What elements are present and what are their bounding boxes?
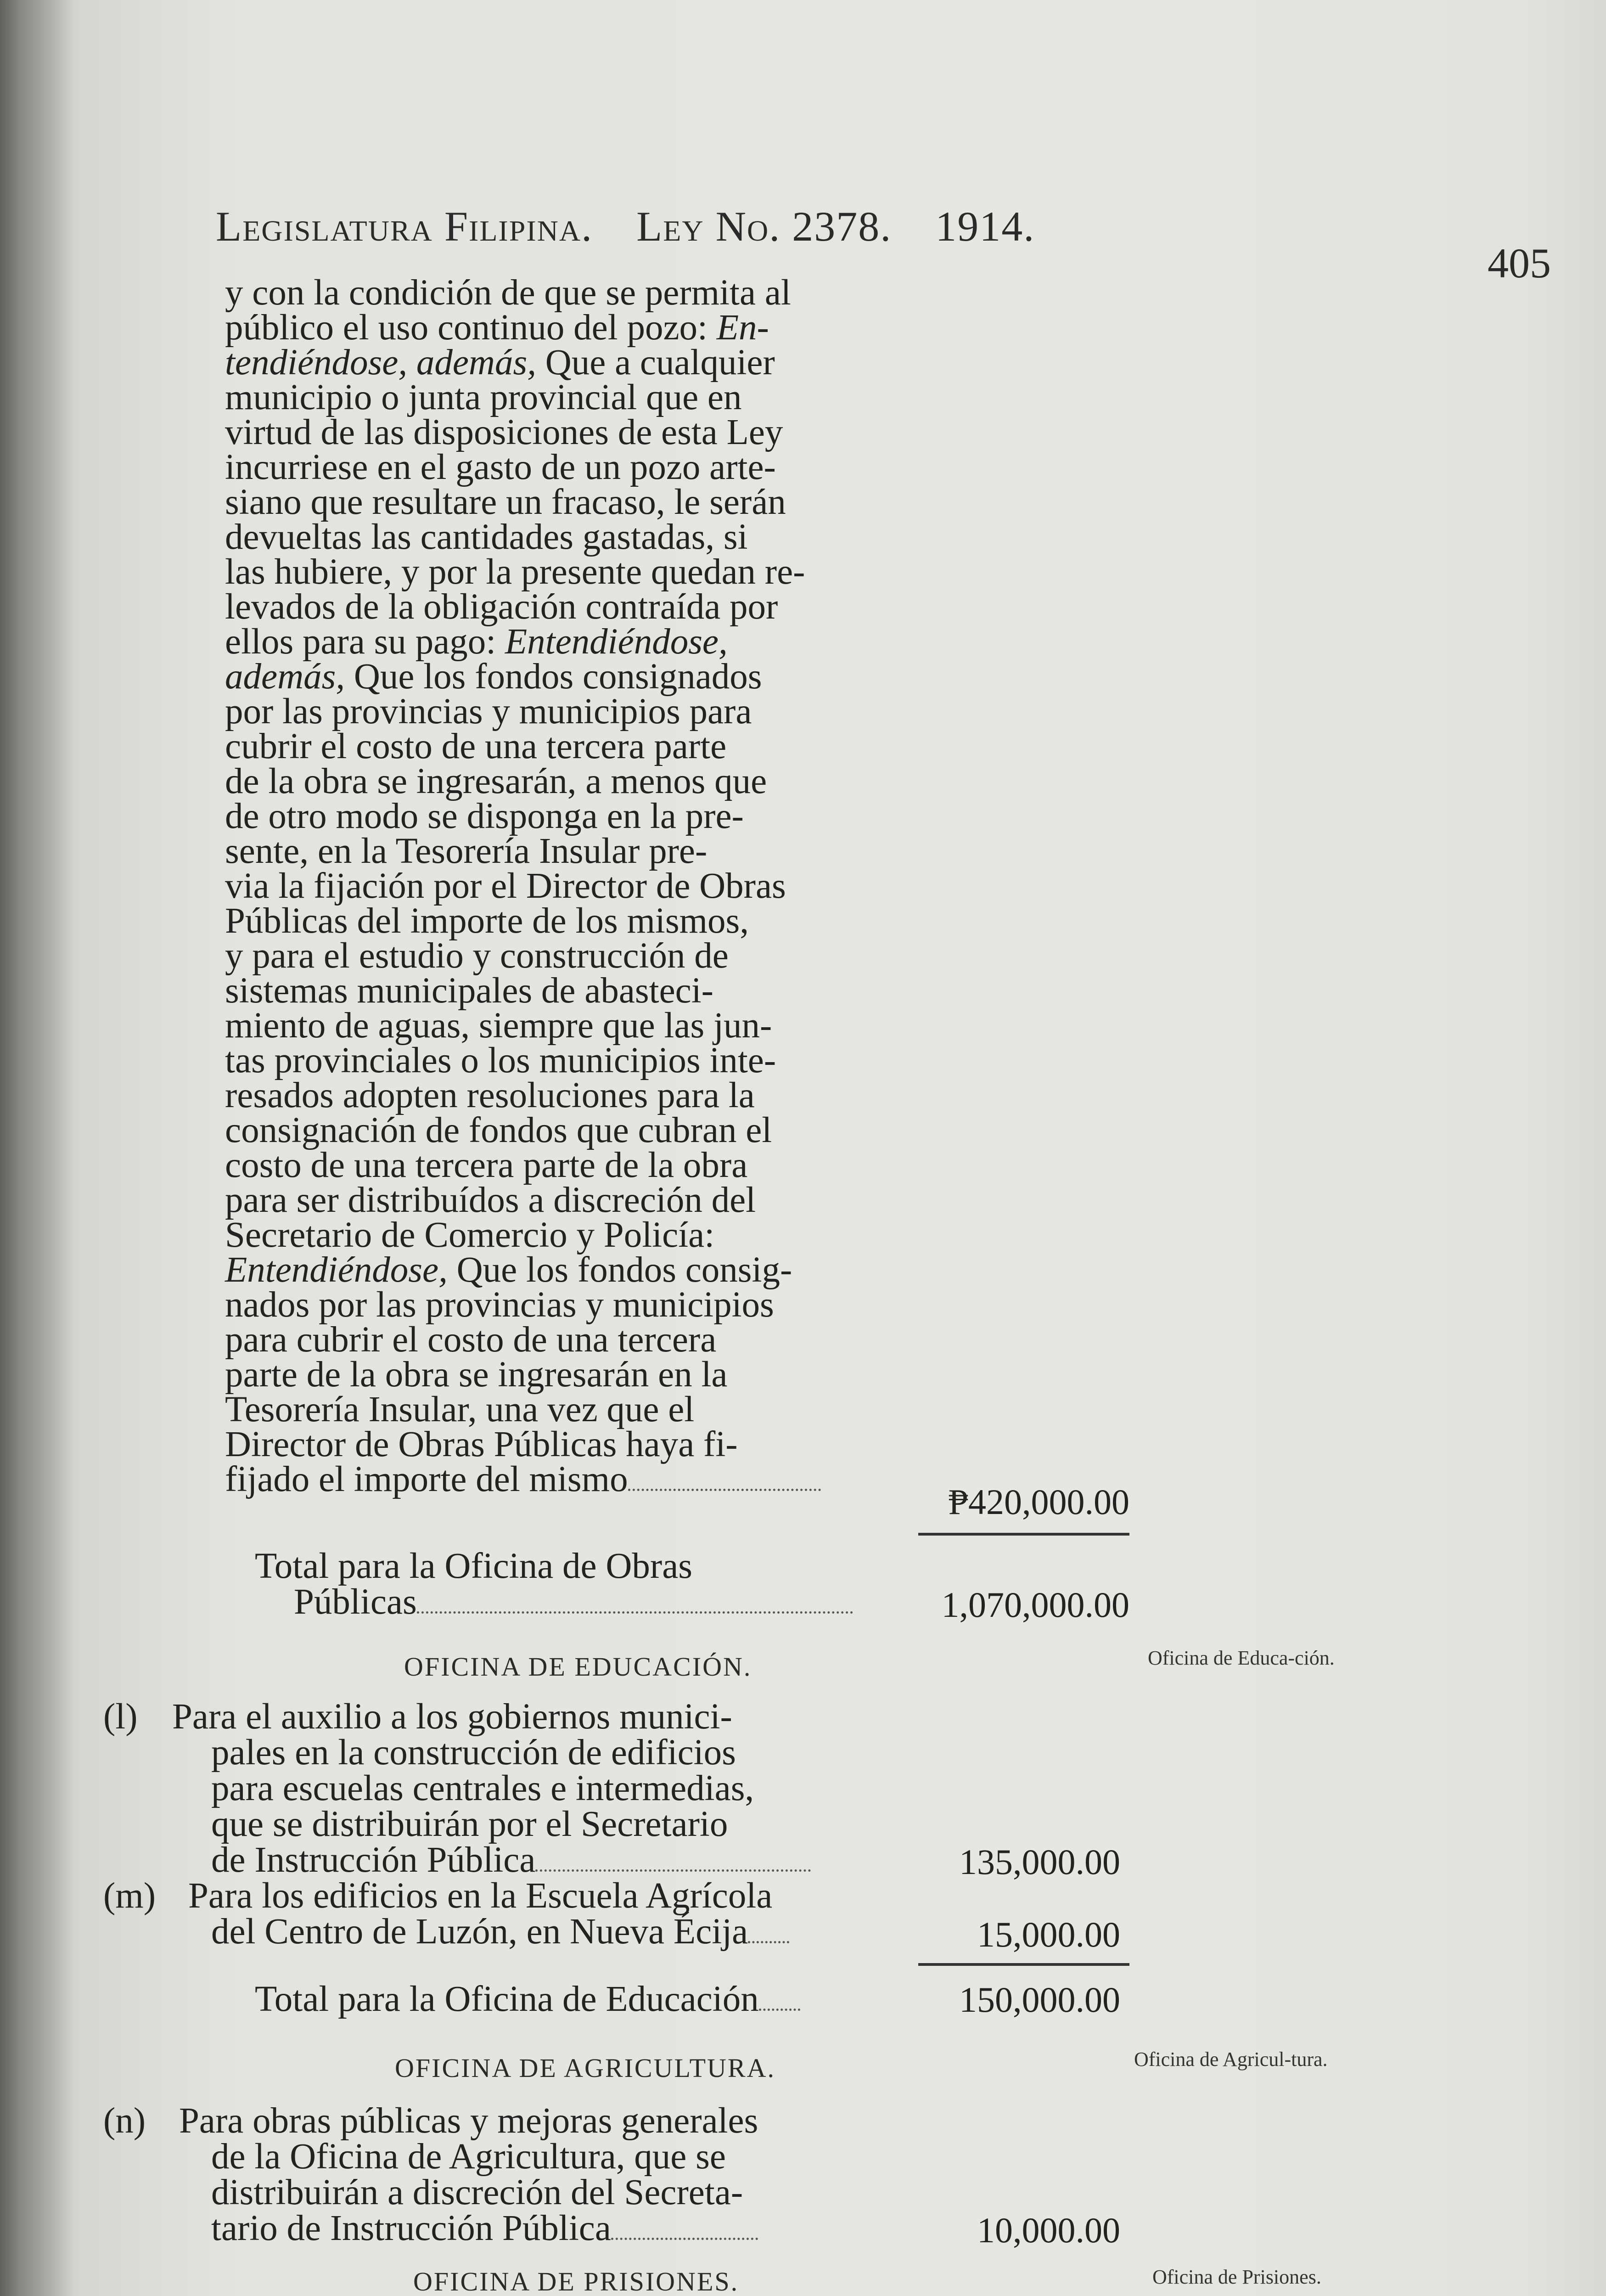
body-line: y con la condición de que se permita al (225, 273, 791, 313)
section-title-agricultura: OFICINA DE AGRICULTURA. (395, 2053, 775, 2083)
body-line: nados por las provincias y municipios (225, 1285, 774, 1325)
item-n-line-2: de la Oficina de Agricultura, que se (211, 2137, 726, 2177)
item-m-label: (m) (103, 1876, 156, 1916)
body-line: costo de una tercera parte de la obra (225, 1145, 748, 1185)
body-line: además, Que los fondos consignados (225, 657, 762, 697)
body-line: y para el estudio y construcción de (225, 936, 729, 976)
body-line: miento de aguas, siempre que las jun- (225, 1006, 772, 1046)
body-line: público el uso continuo del pozo: En- (225, 308, 769, 348)
rule-educacion (918, 1963, 1129, 1966)
item-l-line-2: pales en la construcción de edificios (211, 1733, 736, 1773)
book-spine-shadow (0, 0, 73, 2296)
body-line: virtud de las disposiciones de esta Ley (225, 412, 783, 452)
body-line: Secretario de Comercio y Policía: (225, 1215, 715, 1255)
body-line: por las provincias y municipios para (225, 692, 752, 732)
body-paragraph (225, 273, 900, 1499)
rule-subtotal (918, 1533, 1129, 1536)
item-l-label: (l) (103, 1697, 138, 1737)
margin-note-educacion: Oficina de Educa-ción. (1148, 1647, 1335, 1669)
body-line: tendiéndose, además, Que a cualquier (225, 343, 775, 383)
body-line: siano que resultare un fracaso, le serán (225, 482, 786, 522)
body-line: de la obra se ingresarán, a menos que (225, 761, 767, 801)
item-n-line-4: tario de Instrucción Pública (211, 2211, 758, 2246)
total-obras-line-1: Total para la Oficina de Obras (255, 1546, 693, 1586)
body-line: sente, en la Tesorería Insular pre- (225, 831, 708, 871)
body-line: Entendiéndose, Que los fondos consig- (225, 1250, 792, 1290)
header-year: 1914. (935, 203, 1035, 250)
body-line: Públicas del importe de los mismos, (225, 901, 749, 941)
body-line: incurriese en el gasto de un pozo arte- (225, 447, 776, 487)
body-line: fijado el importe del mismo (225, 1462, 900, 1497)
body-line: tas provinciales o los municipios inte- (225, 1041, 776, 1080)
amount-item-n: 10,000.00 (977, 2210, 1120, 2250)
amount-item-m: 15,000.00 (977, 1914, 1120, 1954)
body-line: para ser distribuídos a discreción del (225, 1180, 756, 1220)
margin-note-prisiones: Oficina de Prisiones. (1152, 2266, 1321, 2288)
body-line: cubrir el costo de una tercera parte (225, 726, 727, 766)
item-m-line-2: del Centro de Luzón, en Nueva Écija (211, 1914, 789, 1950)
body-line: resados adopten resoluciones para la (225, 1075, 755, 1115)
item-l-line-5: de Instrucción Pública (211, 1842, 811, 1878)
body-line: municipio o junta provincial que en (225, 377, 742, 417)
item-m-line-1: Para los edificios en la Escuela Agrícola (188, 1876, 773, 1916)
section-title-prisiones: OFICINA DE PRISIONES. (413, 2267, 739, 2296)
body-line: ellos para su pago: Entendiéndose, (225, 622, 728, 662)
total-educacion: Total para la Oficina de Educación (255, 1981, 800, 2017)
amount-pozos: ₱420,000.00 (948, 1482, 1129, 1522)
amount-total-educacion: 150,000.00 (959, 1980, 1120, 2020)
body-line: devueltas las cantidades gastadas, si (225, 517, 748, 557)
body-line: Director de Obras Públicas haya fi- (225, 1424, 738, 1464)
section-title-educacion: OFICINA DE EDUCACIÓN. (404, 1652, 752, 1682)
header-law: Ley No. 2378. (636, 203, 892, 250)
body-line: levados de la obligación contraída por (225, 587, 778, 627)
body-line: sistemas municipales de abasteci- (225, 971, 713, 1011)
body-line: via la fijación por el Director de Obras (225, 866, 786, 906)
running-header (216, 202, 1409, 251)
item-l-line-3: para escuelas centrales e intermedias, (211, 1768, 754, 1808)
margin-note-agricultura: Oficina de Agricul-tura. (1134, 2048, 1328, 2071)
item-n-label: (n) (103, 2101, 146, 2141)
body-line: para cubrir el costo de una tercera (225, 1320, 717, 1360)
body-line: consignación de fondos que cubran el (225, 1110, 772, 1150)
body-line: parte de la obra se ingresarán en la (225, 1355, 728, 1395)
total-obras-line-2: Públicas (294, 1584, 853, 1620)
item-l-line-4: que se distribuirán por el Secretario (211, 1804, 728, 1844)
body-line: Tesorería Insular, una vez que el (225, 1390, 695, 1429)
item-n-line-1: Para obras públicas y mejoras generales (179, 2101, 758, 2141)
body-line: las hubiere, y por la presente quedan re- (225, 552, 805, 592)
header-publication: Legislatura Filipina. (216, 203, 593, 250)
item-l-line-1: Para el auxilio a los gobiernos munici- (172, 1697, 732, 1737)
page-number: 405 (1488, 240, 1551, 287)
item-n-line-3: distribuirán a discreción del Secreta- (211, 2172, 743, 2212)
amount-total-obras: 1,070,000.00 (941, 1585, 1129, 1625)
body-line: de otro modo se disponga en la pre- (225, 796, 744, 836)
amount-item-l: 135,000.00 (959, 1842, 1120, 1882)
